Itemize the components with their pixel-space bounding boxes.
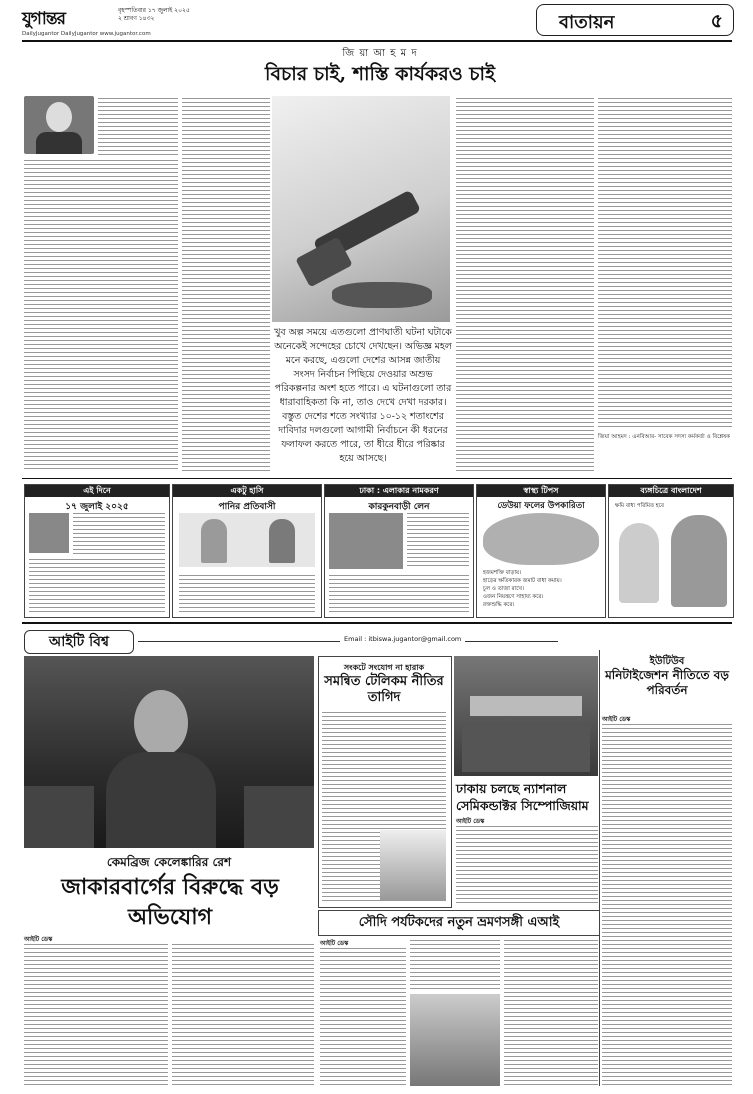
youtube-desk: আইটি ডেস্ক [602, 716, 631, 723]
youtube-body [602, 724, 732, 1086]
cartoon-head: ব্যঙ্গচিত্রে বাংলাদেশ [609, 485, 733, 497]
semiconductor-body [456, 826, 598, 906]
joke-head: একটু হাসি [173, 485, 321, 497]
masthead-logo: যুগান্তর [22, 9, 65, 29]
telecom-tower-image [380, 830, 446, 900]
naming-head: ঢাকা : এলাকার নামকরণ [325, 485, 473, 497]
strip-joke [172, 484, 322, 618]
telecom-kicker: সংকটে সংযোগ না হারাক [343, 663, 425, 672]
this-day-head: এই দিনে [25, 485, 169, 497]
saudi-body-3 [504, 940, 598, 1086]
section-name: বাতায়ন [559, 12, 615, 33]
health-title: ডেউয়া ফলের উপকারিতা [497, 501, 585, 511]
saudi-desk: আইটি ডেস্ক [320, 940, 349, 947]
opinion-author: জি য়া আ হ ম দ [342, 48, 418, 59]
opinion-headline: বিচার চাই, শাস্তি কার্যকরও চাই [265, 63, 495, 85]
it-main-body-2 [172, 944, 314, 1086]
youtube-kicker: ইউটিউব [649, 656, 685, 667]
gavel-photo [272, 96, 450, 322]
health-point: চুল ও তাজা রাখে। [483, 586, 525, 592]
semiconductor-headline: ঢাকায় চলছে ন্যাশনাল সেমিকন্ডাক্টর সিম্পোজিয়াম [456, 781, 589, 813]
health-head: স্বাস্থ্য টিপস [477, 485, 605, 497]
opinion-column-5 [598, 98, 732, 428]
opinion-column-2 [182, 98, 270, 472]
this-day-title: ১৭ জুলাই ২০২৫ [65, 502, 129, 512]
strip-bottom-rule [22, 622, 732, 624]
opinion-byline-note: জিয়া আহমদ : এনবিআর- সাবেক সদস্য কর্মকর্তা ও বিশ্লেষক [598, 434, 731, 440]
semiconductor-desk: আইটি ডেস্ক [456, 818, 485, 825]
youtube-headline: মনিটাইজেশন নীতিতে বড় পরিবর্তন [605, 668, 729, 697]
it-section-label: আইটি বিশ্ব [49, 634, 109, 650]
opinion-column-1b [24, 160, 178, 472]
masthead-rule [22, 40, 732, 42]
opinion-column-1 [98, 98, 178, 158]
author-photo [24, 96, 94, 154]
opinion-bottom-rule [22, 478, 732, 479]
strip-naming [324, 484, 474, 618]
it-section-title [24, 630, 134, 654]
health-point: ওজন নিয়ন্ত্রণে সাহায্য করে। [483, 594, 544, 600]
page-number: ৫ [710, 10, 723, 32]
opinion-column-4 [456, 98, 594, 472]
it-main-headline: জাকারবার্গের বিরুদ্ধে বড় অভিযোগ [61, 874, 279, 930]
saudi-body-2 [410, 940, 500, 990]
saudi-headline-text: সৌদি পর্যটকদের নতুন ভ্রমণসঙ্গী এআই [358, 915, 560, 930]
it-main-body-1 [24, 944, 168, 1086]
it-main-kicker: কেমব্রিজ কেলেঙ্কারির রেশ [106, 855, 232, 869]
section-title [536, 4, 734, 36]
zuckerberg-photo [24, 656, 314, 848]
it-main-desk: আইটি ডেস্ক [24, 936, 53, 943]
naming-title: কারকুনবাড়ী লেন [368, 502, 430, 512]
it-email[interactable]: Email : itbiswa.jugantor@gmail.com [340, 636, 465, 643]
telecom-headline: সমন্বিত টেলিকম নীতির তাগিদ [324, 674, 444, 705]
masthead-social[interactable]: DailyJugantor DailyJugantor www.jugantor.com [22, 31, 151, 37]
cartoon-speech: ক্ষমি বাধ্য পরিমিত হবে [615, 503, 664, 509]
strip-health [476, 484, 606, 618]
health-point: হজমশক্তি বাড়ায়। [483, 570, 522, 576]
it-column-rule [599, 650, 600, 1086]
saudi-photo [410, 994, 500, 1086]
semiconductor-photo [454, 656, 598, 776]
masthead-date: বৃহস্পতিবার ১৭ জুলাই ২০২৫ [118, 7, 190, 14]
saudi-body-1 [320, 948, 406, 1086]
joke-title: পানির প্রতিবাসী [218, 502, 276, 512]
strip-cartoon [608, 484, 734, 618]
saudi-headline [318, 910, 600, 936]
health-point: রক্তশুদ্ধি করে। [483, 602, 515, 608]
masthead-date-bengali: ২ শ্রাবণ ১৪৩২ [118, 15, 155, 22]
pull-quote: খুব অল্প সময়ে এতগুলো প্রাণঘাতী ঘটনা ঘটাকে অনেকেই সন্দেহের চোখে দেখছেন। অভিজ্ঞ মহল মনে করছে, এগুলো দেশের আসন্ন জাতীয় সংসদ নির্বাচন পিছিয়ে দেওয়ার অশুভ পরিকল্পনার অংশ হতে পারে। এ ঘটনাগুলো তার ধারাবাহিকতা কি না, তাও দেখে দেখা দরকার। বস্তুত দেশের শতে সংখ্যার ১০-১২ শতাংশের দাবিদার দলগুলো আগামী নির্বাচনে কী ধরনের ফলাফল করতে পারে, তা ধীরে ধীরে পরিষ্কার হয়ে আসছে। [274, 327, 452, 464]
strip-this-day [24, 484, 170, 618]
health-point: হাড়ের ক্ষতিকারক জমাট বাধা কমায়। [483, 578, 562, 584]
